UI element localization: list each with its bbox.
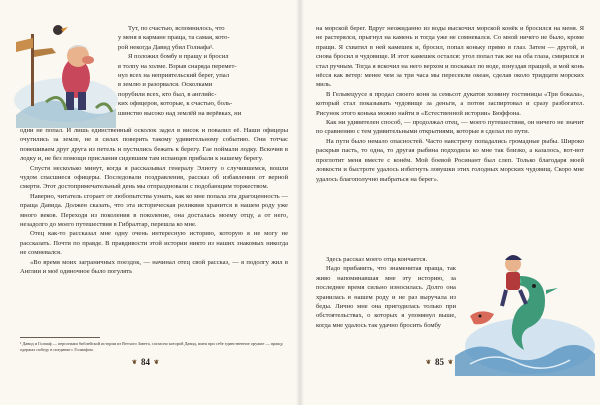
right-top-text bbox=[316, 24, 584, 184]
right-paragraph: на морской берег. Вдруг неожиданно из воды выскочил морской конёк и бросился на меня. Я не растерялся, прыгнул на камень и тогда уже не сомневался. Со мной ничего не было, кроме пращи. Я схватил в ней камешек и, бросил, попал коньку прямо в глаз. Затем — другой, и снова бросил в чудовище. И этот камешек остался: угол попал так же на оба глаза, смирился и стал ручным. Тогда я вскочил на него верхом и поскакал по воде, взнуздав пращой, и мой конь нёсся как ветер: менее чем за три часа мы пересекли океан, сделав около тридцати морских миль. bbox=[316, 25, 584, 89]
left-intro-line: шинство высоко над землёй на верёвках, ни bbox=[118, 109, 242, 117]
ornament-icon: ❦ bbox=[154, 359, 160, 366]
left-intro-text bbox=[118, 24, 288, 118]
ornament-icon: ❦ bbox=[426, 359, 432, 366]
right-paragraph: В Гельвецуусе я продал своего коня за семьсот дукатов хозяину гостиницы «Три бокала», который стал показывать чудовище за деньги, а потом заспиртовал и сразу разбогател. Рисунок этого конька можно найти в «Естественной истории» Бюффона. bbox=[316, 90, 584, 117]
left-intro-line: у меня в кармане праща, та самая, кото- bbox=[118, 34, 230, 42]
left-paragraph: «Во время моих заграничных поездок, — начинал отец свой рассказ, — я подолгу жил в Англии и моё одиночное было погулять bbox=[20, 258, 288, 276]
right-paragraph: Здесь рассказ моего отца кончается. bbox=[326, 256, 428, 263]
left-paragraph: Наверно, читатель сгорает от любопытства узнать, как ко мне попала эта драгоценность — праща Давида. Должен сказать, что эта историческая реликвия хранится в нашем роду уже много веков. Переходя из поколения в поколение, она досталась моему отцу, а от него, незадолго до моего путешествия в Гибралтар, перешла ко мне. bbox=[20, 192, 288, 229]
footnote: ¹ Давид и Голиаф — персонажи библейской истории из Ветхого Завета, согласно которой Давид, имея при себе единственное оружие — пращу, одержал победу в поединке с Голиафом. bbox=[20, 341, 284, 352]
left-intro-line: нул всех на неприятельский берег, упал bbox=[118, 72, 230, 80]
left-intro-line: в землю и разорвался. Осколками bbox=[118, 81, 213, 89]
left-intro-line: Тут, по счастью, вспомнилось, что bbox=[128, 25, 225, 32]
left-paragraph: Отец как-то рассказал мне одну очень интересную историю, которую я не могу не рассказать. Почти по правде. В правдивости этой истории никто из наших знакомых никогда не сомневался. bbox=[20, 230, 288, 257]
baron-illustration-left bbox=[6, 20, 118, 128]
right-paragraph: Как ни удивителен способ, — продолжал отец, — моего путешествия, он ничего не значит по сравнению с тем удивительными открытиями, которые я сделал по пути. bbox=[316, 119, 584, 136]
right-lower-text bbox=[316, 255, 456, 330]
page-number-left bbox=[128, 357, 163, 367]
left-body-text bbox=[20, 126, 288, 277]
right-paragraph: На пути было немало опасностей. Часто навстречу попадались громадные рыбы. Широко раскрыв пасть, то одна, то другая рыбина подходила ко мне так близко, а казалось, вот-вот проглотит меня вместе с конём. Мой боевой Росинант был слеп. Только благодаря моей ловкости и быстроте удалось избегнуть ловушки этих голодных морских чудовищ. Скоро мне удалось благополучно выбраться на берег». bbox=[316, 137, 584, 183]
book-gutter bbox=[296, 0, 304, 405]
page-number-value: 85 bbox=[435, 357, 445, 367]
ornament-icon: ❦ bbox=[448, 359, 454, 366]
page-number-value: 84 bbox=[141, 357, 151, 367]
left-intro-line: ких офицеров, которые, к счастью, боль- bbox=[118, 100, 233, 108]
right-paragraph: Надо прибавить, что знаменитая праща, так живо напоминавшая мне эту историю, за последнее время сильно износилась. Долго она хранилась в нашем роду и не раз выручала из беды. Лично мне она пригодилась только при обстоятельствах, о которых я упомянул выше, когда мне удалось так удачно бросить бомбу bbox=[316, 265, 456, 329]
footnote-divider bbox=[20, 337, 100, 338]
left-intro-line: порубили всех, кто был, в английс- bbox=[118, 90, 217, 98]
seahorse-rider-illustration bbox=[450, 246, 595, 376]
left-intro-line: в толпу на холме. Взрыв снаряда перемет- bbox=[118, 62, 237, 70]
left-intro-line: Я положил бомбу в пращу и бросил bbox=[128, 53, 229, 61]
left-intro-line: рой некогда Давид убил Голиафа¹. bbox=[118, 43, 214, 51]
left-paragraph: Спустя несколько минут, когда я рассказывал генералу Элиоту о случившемся, вошли чудом спасшиеся офицеры. Последовали поздравления, рассказ об избавлении от верной смерти. Этот достопримечательный день мы отпраздновали с подобающим торжеством. bbox=[20, 164, 288, 191]
left-paragraph: одни не попал. И лишь единственный осколок задел в висок и повалил её. Наши офицеры очутились за земле, не в силах поверить такому удивительному событию. Они тотчас повешиваем друг друга из петель и пустились бежать к берегу. Гае поймали лодку. Вскочив в лодку и, не без помощи прислания сидевшим там испанцев прибыли к нашему берегу. bbox=[20, 127, 288, 163]
ornament-icon: ❦ bbox=[132, 359, 138, 366]
